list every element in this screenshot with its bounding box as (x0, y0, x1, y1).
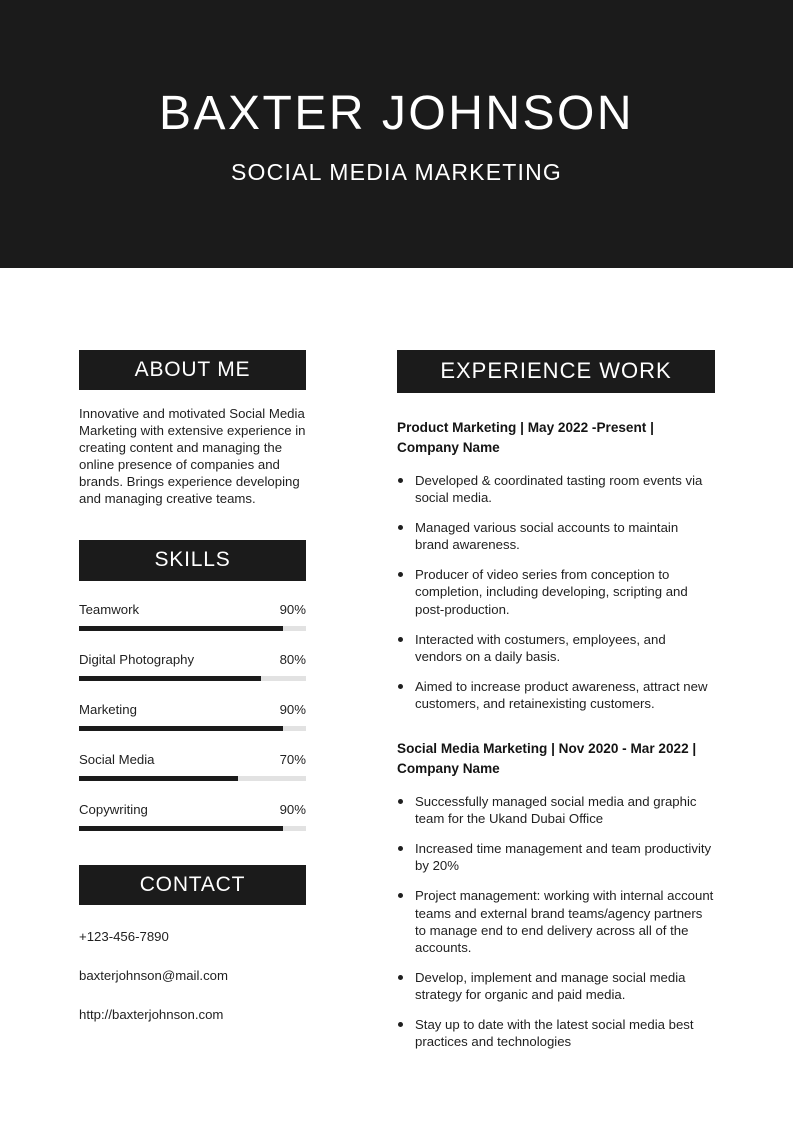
bullet-text: Managed various social accounts to maintain brand awareness. (415, 519, 679, 553)
contact-section (79, 865, 306, 1022)
bullet-item (397, 840, 715, 874)
skill-bar (79, 776, 306, 781)
bullet-dot-icon (398, 799, 403, 804)
job-bullets (397, 793, 715, 1051)
skill-label: Social Media (79, 751, 155, 767)
skills-section (79, 540, 306, 830)
skill-value: 90% (279, 701, 306, 717)
right-column (397, 350, 715, 1051)
experience-section-title: EXPERIENCE WORK (397, 350, 715, 393)
experience-job (397, 418, 715, 712)
about-section-title: ABOUT ME (79, 350, 306, 390)
bullet-dot-icon (398, 478, 403, 483)
left-column (79, 350, 306, 1051)
skill-value: 90% (279, 801, 306, 817)
bullet-dot-icon (398, 975, 403, 980)
skills-section-title: SKILLS (79, 540, 306, 580)
bullet-dot-icon (398, 637, 403, 642)
bullet-dot-icon (398, 525, 403, 530)
bullet-item (397, 887, 715, 956)
skill-bar-fill (79, 726, 283, 731)
skill-item (79, 652, 306, 681)
resume-header (0, 0, 793, 268)
skill-bar (79, 626, 306, 631)
bullet-text: Develop, implement and manage social media strategy for organic and paid media. (415, 969, 686, 1003)
skill-item (79, 602, 306, 631)
skill-item (79, 702, 306, 731)
bullet-dot-icon (398, 684, 403, 689)
skill-value: 70% (279, 751, 306, 767)
skill-bar-fill (79, 626, 283, 631)
bullet-item (397, 678, 715, 712)
bullet-dot-icon (398, 893, 403, 898)
skill-bar-fill (79, 676, 261, 681)
skill-value: 80% (279, 651, 306, 667)
skill-bar-fill (79, 826, 283, 831)
skill-label: Teamwork (79, 601, 140, 617)
bullet-item (397, 793, 715, 827)
bullet-item (397, 519, 715, 553)
bullet-text: Interacted with costumers, employees, and vendors on a daily basis. (415, 631, 666, 664)
skill-bar-fill (79, 776, 238, 781)
bullet-item (397, 472, 715, 506)
bullet-text: Successfully managed social media and graphic team for the Ukand Dubai Office (415, 793, 697, 826)
job-heading: Social Media Marketing | Nov 2020 - Mar 2022 | Company Name (397, 741, 697, 777)
bullet-text: Stay up to date with the latest social media best practices and technologies (415, 1017, 694, 1050)
bullet-item (397, 566, 715, 617)
bullet-dot-icon (398, 1022, 403, 1027)
bullet-text: Increased time management and team productivity by 20% (415, 841, 712, 874)
contact-email[interactable]: baxterjohnson@mail.com (79, 967, 228, 983)
bullet-item (397, 631, 715, 665)
contact-website[interactable]: http://baxterjohnson.com (79, 1006, 224, 1022)
skill-item (79, 802, 306, 831)
header-subtitle: SOCIAL MEDIA MARKETING (231, 158, 562, 185)
skill-bar (79, 726, 306, 731)
page-title: BAXTER JOHNSON (158, 87, 635, 141)
column-gap (306, 350, 397, 1051)
skill-bar (79, 676, 306, 681)
skill-label: Marketing (79, 701, 137, 717)
bullet-text: Aimed to increase product awareness, attract new customers, and retainexisting customers. (415, 679, 708, 712)
contact-section-title: CONTACT (79, 865, 306, 905)
skill-label: Digital Photography (79, 651, 195, 667)
bullet-dot-icon (398, 846, 403, 851)
job-heading: Product Marketing | May 2022 -Present | Company Name (397, 420, 654, 455)
skill-item (79, 752, 306, 781)
bullet-text: Producer of video series from conception to completion, including developing, scripting and post-production. (415, 567, 688, 617)
bullet-text: Developed & coordinated tasting room events via social media. (415, 472, 703, 505)
skill-bar (79, 826, 306, 831)
resume-body (0, 268, 793, 1051)
bullet-text: Project management: working with internal account teams and external brand teams/agency partners to manage end to end delivery across all of the accounts. (415, 888, 714, 955)
bullet-dot-icon (398, 572, 403, 577)
job-bullets (397, 472, 715, 713)
experience-job (397, 739, 715, 1050)
skill-label: Copywriting (79, 801, 148, 817)
contact-phone: +123-456-7890 (79, 928, 169, 944)
bullet-item (397, 1016, 715, 1050)
skill-value: 90% (279, 601, 306, 617)
about-text: Innovative and motivated Social Media Marketing with extensive experience in creating content and managing the online presence of companies and brands. Brings experience developing and managing creative teams. (79, 406, 306, 506)
bullet-item (397, 969, 715, 1003)
